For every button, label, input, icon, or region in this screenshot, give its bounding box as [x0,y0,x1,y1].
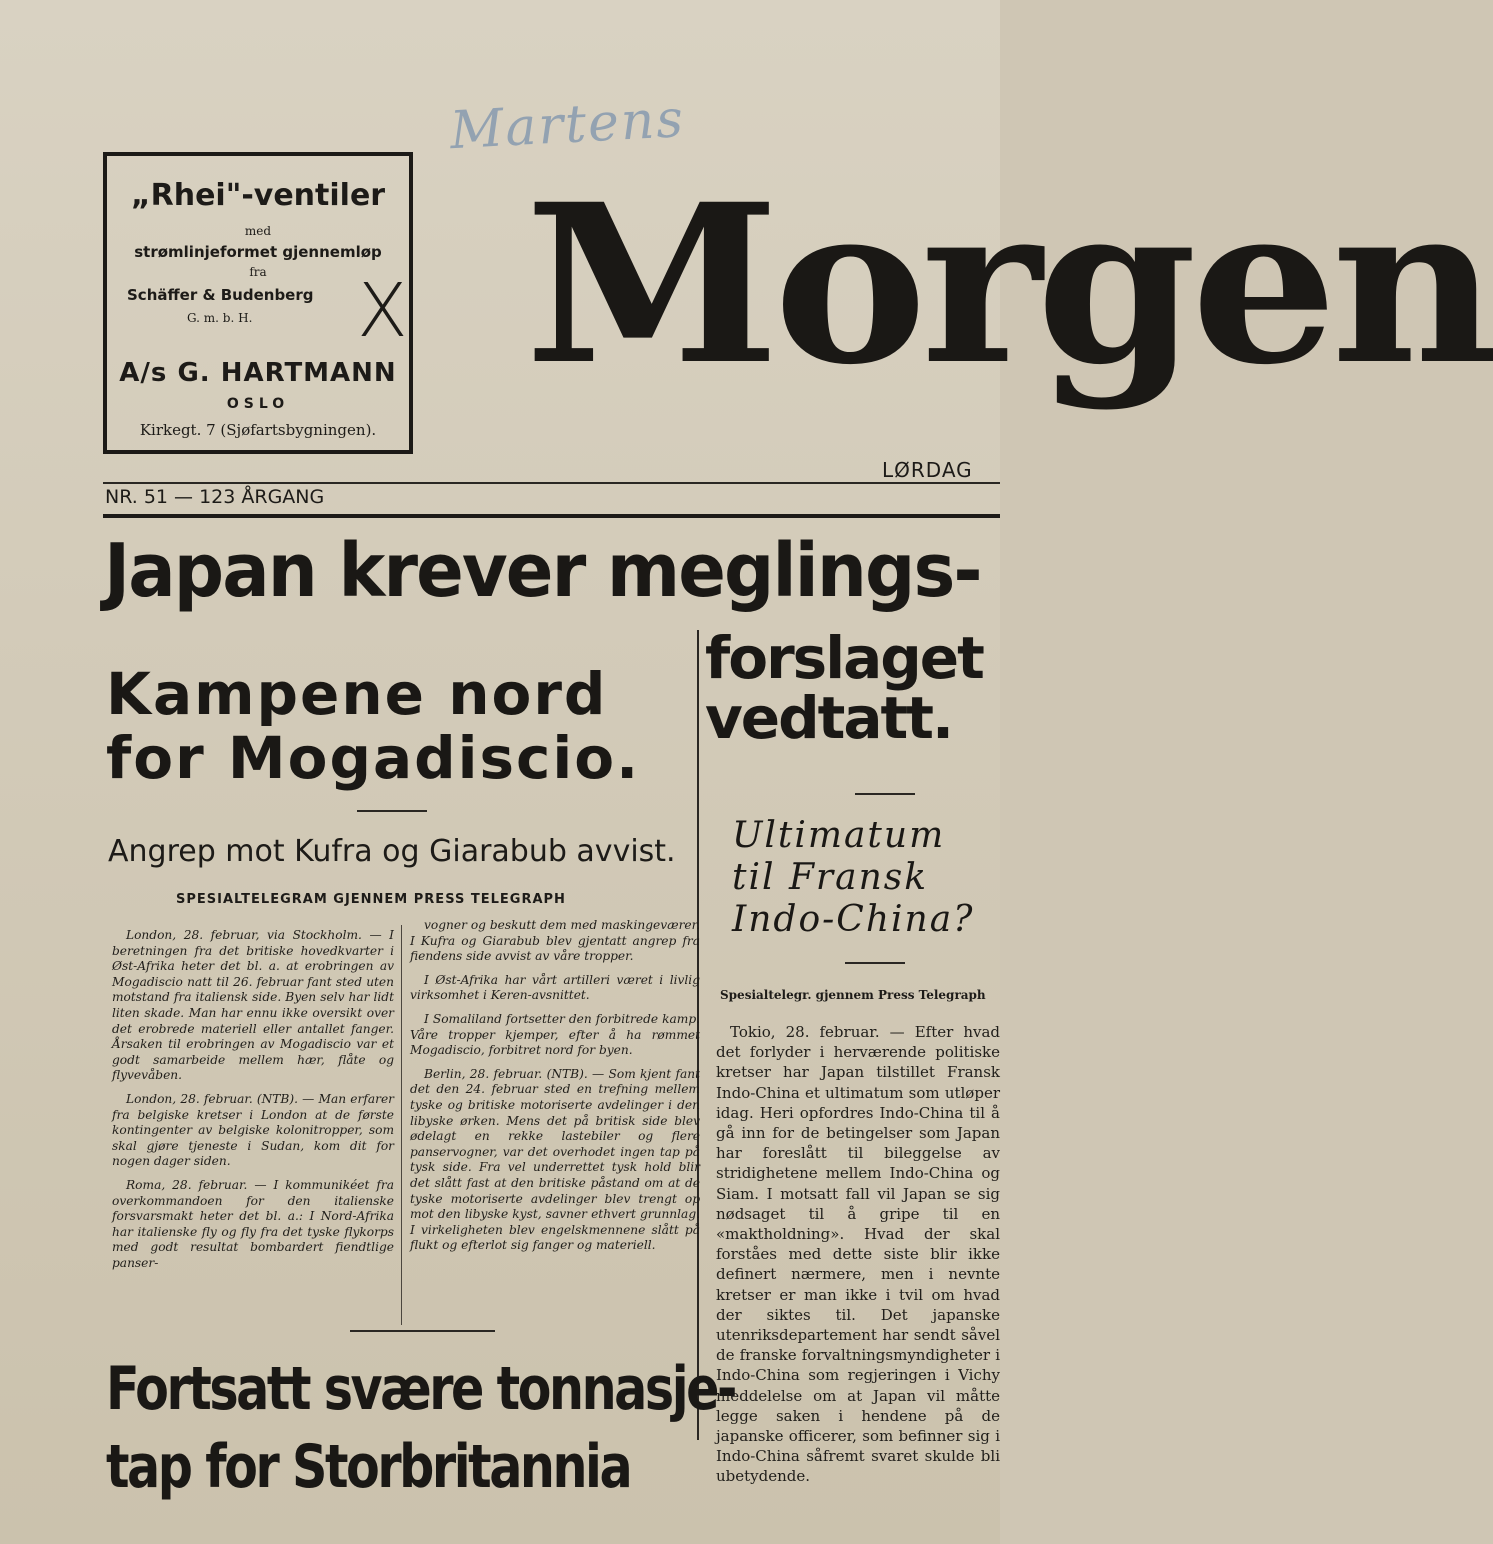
paragraph: London, 28. februar. (NTB). — Man erfarer fra belgiske kretser i London at de første kontingenter av belgiske kolonitropper, som skal gjøre tjeneste i Sudan, kom dit for nogen dager siden. [112,1091,394,1169]
story1-byline: SPESIALTELEGRAM GJENNEM PRESS TELEGRAPH [176,892,566,907]
ad-maker-suffix: G. m. b. H. [187,311,253,325]
ad-maker: Schäffer & Budenberg [127,286,314,304]
weekday: LØRDAG [882,458,973,482]
story3-headline [106,1350,735,1506]
masthead-title: Morgen [525,156,1493,414]
main-headline: Japan krever meglings- [104,528,981,614]
headline-line: tap for Storbritannia [106,1432,631,1502]
headline-line: for Mogadiscio. [106,724,641,792]
headline-line: forslaget [705,624,983,692]
divider [103,482,1000,484]
ad-brand: „Rhei"-ventiler [130,178,386,213]
divider [350,1330,495,1332]
ad-feature: strømlinjeformet gjennemløp [134,243,382,261]
story2-byline: Spesialtelegr. gjennem Press Telegraph [720,988,986,1002]
divider [845,962,905,964]
story1-headline [106,662,640,790]
headline-line: vedtatt. [705,684,953,752]
paragraph: London, 28. februar, via Stockholm. — I beretningen fra det britiske hovedkvarter i Øst-Afrika heter det bl. a. at erobringen av Mogadiscio natt til 26. februar fant sted uten motstand fra italiensk side. Byen selv har lidt liten skade. Man har ennu ikke oversikt over det erobrede materiell eller antallet fanger. Årsaken til erobringen av Mogadiscio var et godt samarbeide mellem hær, flåte og flyvevåben. [112,928,394,1083]
ad-from: fra [249,265,267,279]
paragraph: I Øst-Afrika har vårt artilleri været i livlig virksomhet i Keren-avsnittet. [410,972,700,1003]
story1-column-1 [112,928,394,1279]
story2-headline [732,815,974,941]
paragraph: Tokio, 28. februar. — Efter hvad det forlyder i herværende politiske kretser har Japan tilstillet Fransk Indo-China et ultimatum som utløper idag. Heri opfordres Indo-China til å gå inn for de betingelser som Japan har foreslått til bileggelse av stridighetene mellem Indo-China og Siam. I motsatt fall vil Japan se sig nødsaget til å gripe til en «maktholdning». Hvad der skal forståes med dette siste blir ikke definert nærmere, men i nevnte kretser er man ikke i tvil om hvad der siktes til. Det japanske utenriksdepartement har sendt såvel de franske forvaltningsmyndigheter i Indo-China som regjeringen i Vichy meddelelse om at Japan vil måtte legge saken i hendene på de japanske officerer, som befinner sig i Indo-China såfremt svaret skulde bli ubetydende. [716,1023,1000,1486]
story1-column-2 [410,918,700,1262]
headline-line: til Fransk [732,857,929,898]
headline-line: Fortsatt svære tonnasje- [106,1354,735,1424]
masthead [525,156,1493,470]
story2-column [716,1022,1000,1522]
story1-subhead: Angrep mot Kufra og Giarabub avvist. [108,834,676,869]
headline-line: Kampene nord [106,660,608,728]
divider [855,793,915,795]
divider [357,810,427,812]
paragraph: I Somaliland fortsetter den forbitrede kamp. Våre tropper kjemper, efter å ha rømmet Mogadiscio, forbitret nord for byen. [410,1011,700,1058]
column-divider [401,925,402,1325]
main-headline-right [705,624,983,752]
headline-line: Indo-China? [732,899,975,940]
handwritten-name: Martens [448,89,687,162]
ad-address: Kirkegt. 7 (Sjøfartsbygningen). [139,421,377,439]
ad-city: OSLO [226,396,290,412]
paragraph: Berlin, 28. februar. (NTB). — Som kjent fant det den 24. februar sted en trefning mellem tyske og britiske motoriserte avdelinger i den libyske ørken. Mens det på britisk side blev ødelagt en rekke lastebiler og flere panservogner, var det overhodet ingen tap på tysk side. Fra vel underrettet tysk hold blir det slått fast at den britiske påstand om at de tyske motoriserte avdelinger blev trengt op mot den libyske kyst, savner ethvert grunnlag. I virkeligheten blev engelskmennene slått på flukt og efterlot sig fanger og materiell. [410,1066,700,1253]
issue-number: NR. 51 — 123 ÅRGANG [105,486,325,508]
advertisement-box [103,152,413,454]
paragraph: Roma, 28. februar. — I kommunikéet fra overkommandoen for den italienske forsvarsmakt heter det bl. a.: I Nord-Afrika har italienske fly og fly fra det tyske flykorps med godt resultat bombardert fiendtlige panser- [112,1177,394,1270]
ad-with: med [244,224,272,238]
divider [103,514,1000,518]
ad-x-mark: X [357,268,408,354]
paragraph: vogner og beskutt dem med maskingeværer. I Kufra og Giarabub blev gjentatt angrep fra fiendens side avvist av våre tropper. [410,918,700,964]
ad-dealer: A/s G. HARTMANN [119,358,397,388]
headline-line: Ultimatum [732,815,946,856]
